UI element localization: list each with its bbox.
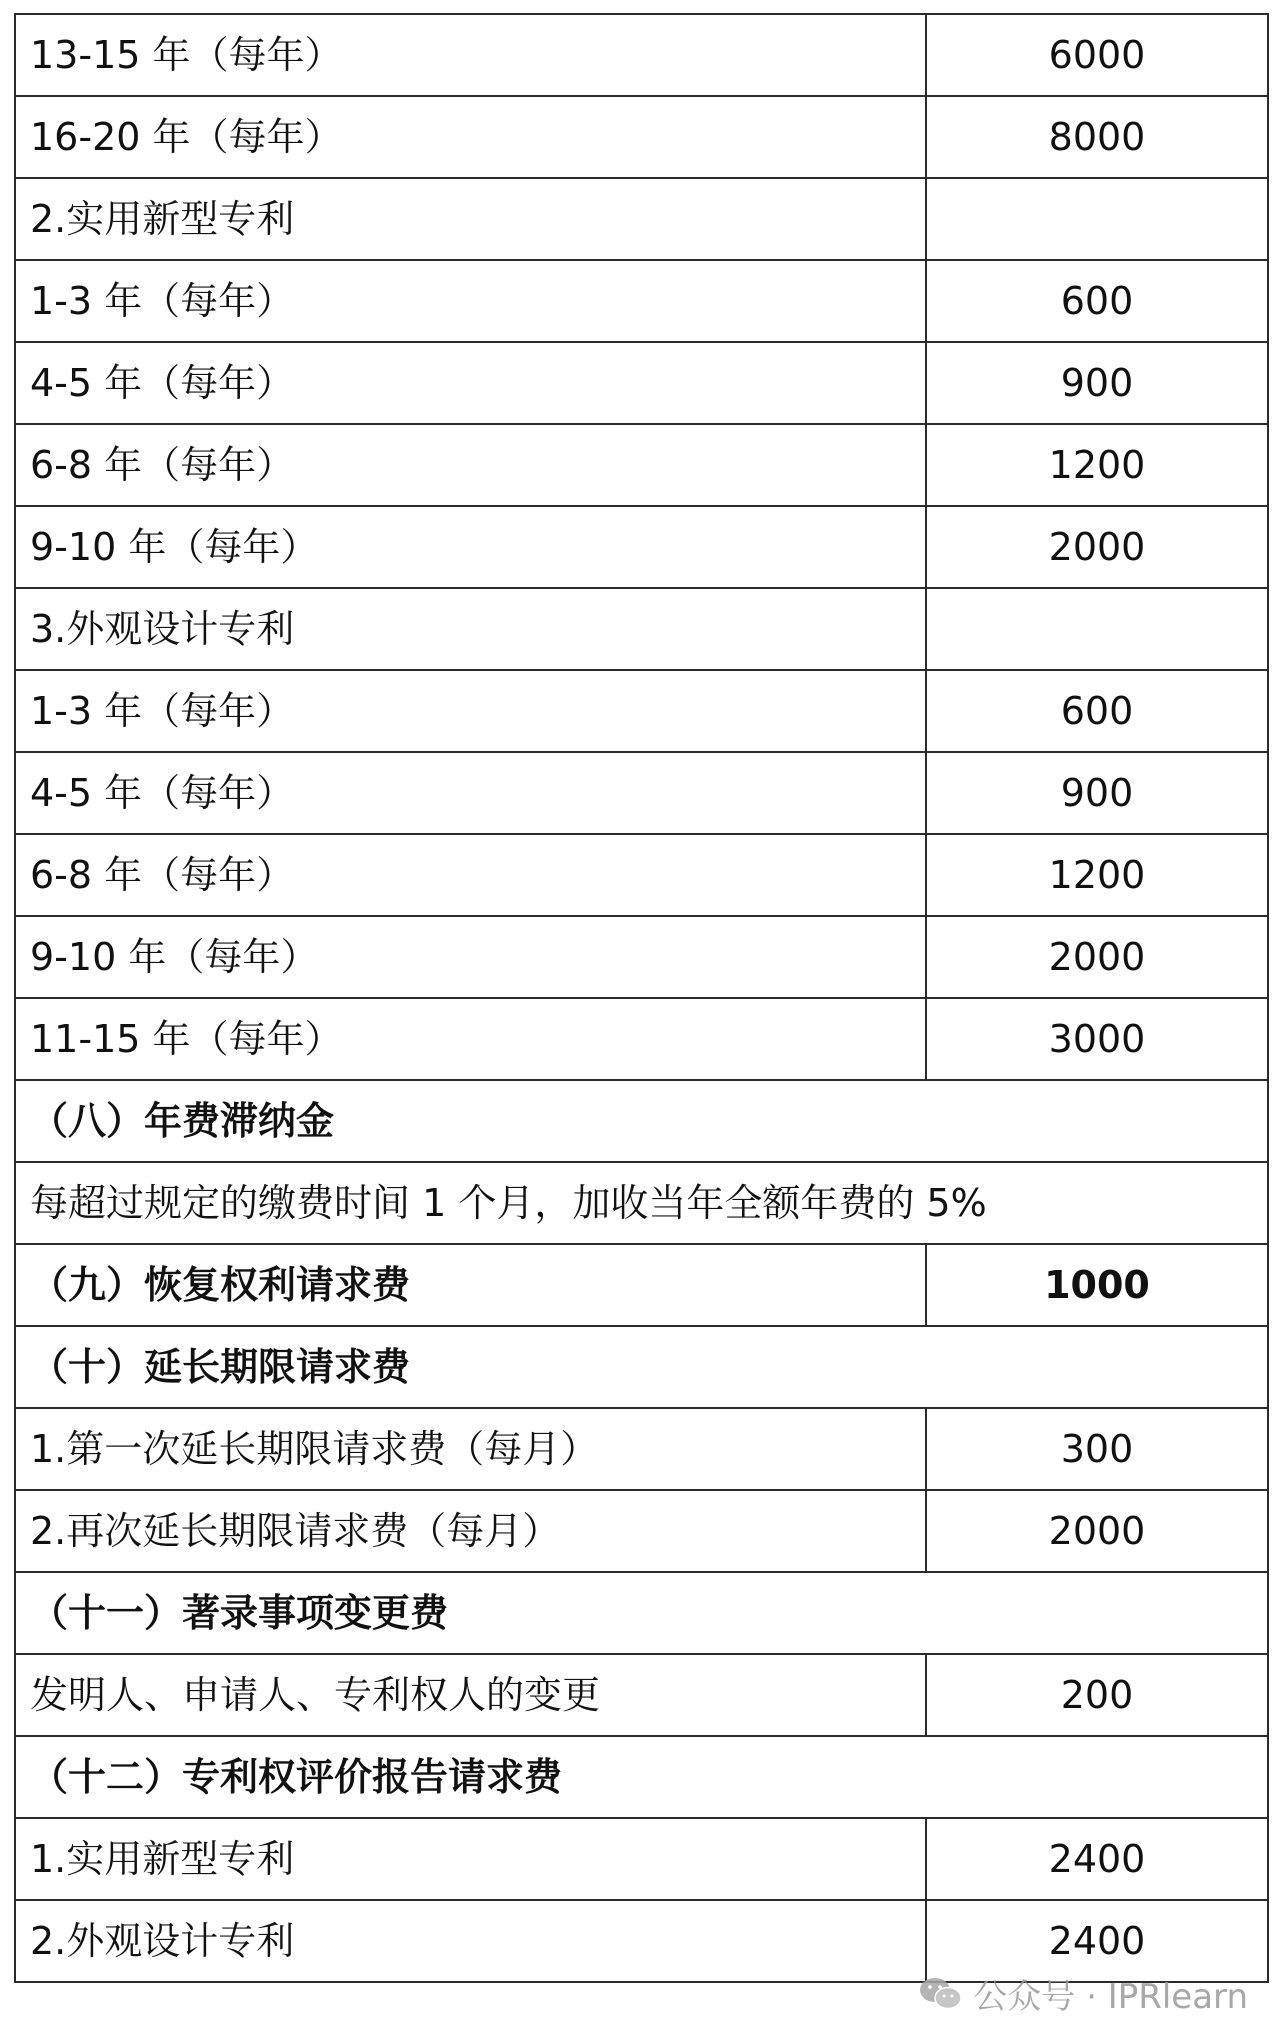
fee-item-label: 16-20 年（每年） <box>15 96 926 178</box>
fee-amount: 600 <box>926 260 1268 342</box>
section-heading: （十一）著录事项变更费 <box>15 1572 1268 1654</box>
fee-table-body <box>15 14 1268 1982</box>
fee-amount: 200 <box>926 1654 1268 1736</box>
fee-item-label: 2.外观设计专利 <box>15 1900 926 1982</box>
fee-amount: 1200 <box>926 834 1268 916</box>
fee-item-label: 1-3 年（每年） <box>15 260 926 342</box>
table-row <box>15 1326 1268 1408</box>
table-row <box>15 342 1268 424</box>
table-row <box>15 1244 1268 1326</box>
watermark <box>919 1969 1248 2018</box>
fee-amount <box>926 588 1268 670</box>
table-row <box>15 1818 1268 1900</box>
table-row <box>15 96 1268 178</box>
fee-amount <box>926 178 1268 260</box>
fee-amount: 3000 <box>926 998 1268 1080</box>
table-row <box>15 670 1268 752</box>
fee-item-label: 1.实用新型专利 <box>15 1818 926 1900</box>
fee-amount: 2000 <box>926 916 1268 998</box>
patent-fee-table <box>14 13 1269 1983</box>
table-row <box>15 588 1268 670</box>
section-heading: （九）恢复权利请求费 <box>15 1244 926 1326</box>
fee-amount: 600 <box>926 670 1268 752</box>
table-row <box>15 752 1268 834</box>
section-label: 3.外观设计专利 <box>15 588 926 670</box>
fee-amount: 8000 <box>926 96 1268 178</box>
table-row <box>15 1736 1268 1818</box>
fee-amount: 900 <box>926 342 1268 424</box>
section-heading: （八）年费滞纳金 <box>15 1080 1268 1162</box>
full-width-note: 每超过规定的缴费时间 1 个月，加收当年全额年费的 5% <box>15 1162 1268 1244</box>
section-label: 2.实用新型专利 <box>15 178 926 260</box>
table-row <box>15 1654 1268 1736</box>
fee-amount: 2000 <box>926 506 1268 588</box>
fee-amount: 900 <box>926 752 1268 834</box>
fee-item-label: 11-15 年（每年） <box>15 998 926 1080</box>
wechat-icon <box>919 1976 963 2012</box>
fee-amount: 6000 <box>926 14 1268 96</box>
table-row <box>15 14 1268 96</box>
table-row <box>15 1490 1268 1572</box>
fee-item-label: 2.再次延长期限请求费（每月） <box>15 1490 926 1572</box>
fee-amount: 1200 <box>926 424 1268 506</box>
section-heading: （十二）专利权评价报告请求费 <box>15 1736 1268 1818</box>
fee-amount: 2000 <box>926 1490 1268 1572</box>
table-row <box>15 424 1268 506</box>
table-row <box>15 998 1268 1080</box>
table-row <box>15 1080 1268 1162</box>
fee-item-label: 6-8 年（每年） <box>15 424 926 506</box>
table-row <box>15 834 1268 916</box>
section-heading: （十）延长期限请求费 <box>15 1326 1268 1408</box>
fee-amount: 2400 <box>926 1900 1268 1982</box>
fee-item-label: 4-5 年（每年） <box>15 342 926 424</box>
watermark-text: 公众号 · IPRlearn <box>973 1977 1248 2017</box>
fee-item-label: 发明人、申请人、专利权人的变更 <box>15 1654 926 1736</box>
table-row <box>15 1572 1268 1654</box>
table-row <box>15 178 1268 260</box>
fee-item-label: 6-8 年（每年） <box>15 834 926 916</box>
fee-item-label: 9-10 年（每年） <box>15 916 926 998</box>
fee-amount: 300 <box>926 1408 1268 1490</box>
fee-amount: 1000 <box>926 1244 1268 1326</box>
table-row <box>15 1408 1268 1490</box>
fee-amount: 2400 <box>926 1818 1268 1900</box>
table-row <box>15 260 1268 342</box>
table-row <box>15 1162 1268 1244</box>
table-row <box>15 916 1268 998</box>
table-row <box>15 506 1268 588</box>
fee-item-label: 9-10 年（每年） <box>15 506 926 588</box>
fee-item-label: 1-3 年（每年） <box>15 670 926 752</box>
fee-item-label: 13-15 年（每年） <box>15 14 926 96</box>
fee-item-label: 1.第一次延长期限请求费（每月） <box>15 1408 926 1490</box>
fee-item-label: 4-5 年（每年） <box>15 752 926 834</box>
